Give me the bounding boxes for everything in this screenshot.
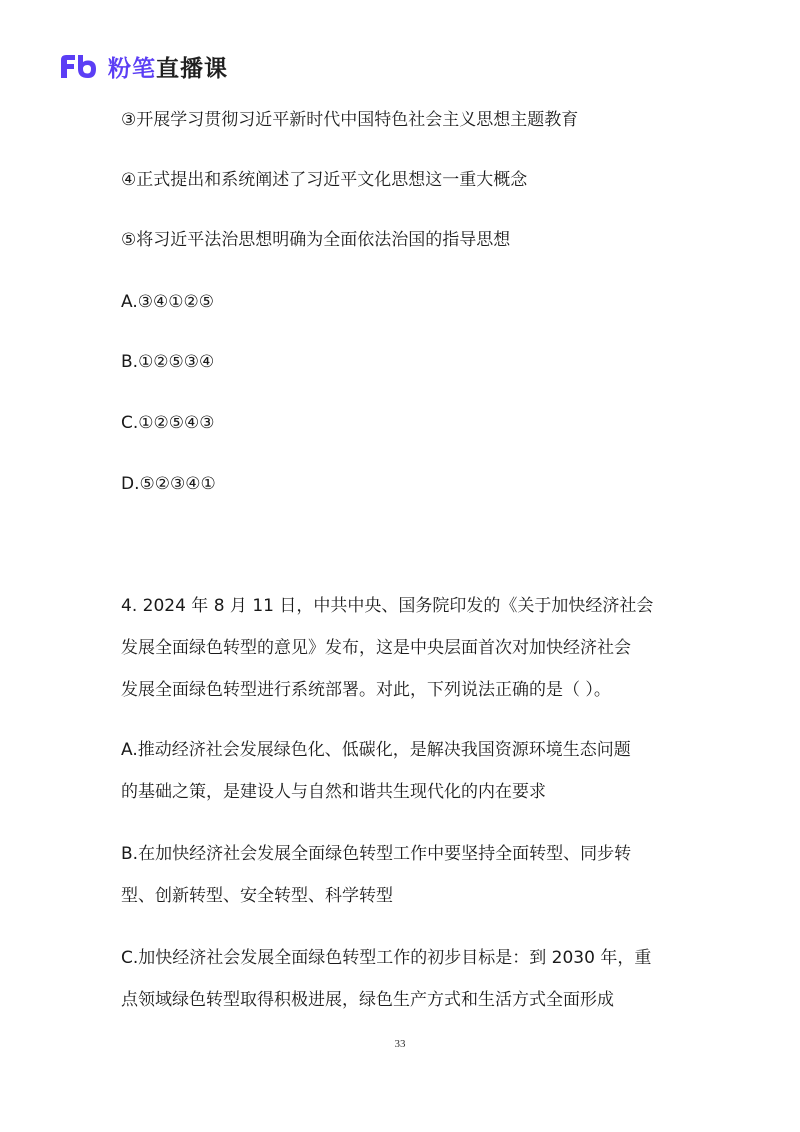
brand-accent-text: 粉笔 — [108, 55, 156, 82]
question-stem-line: 发展全面绿色转型的意见》发布，这是中央层面首次对加快经济社会 — [121, 638, 631, 658]
brand-name — [108, 50, 228, 83]
statement-item: ③开展学习贯彻习近平新时代中国特色社会主义思想主题教育 — [121, 110, 579, 130]
statement-item: ④正式提出和系统阐述了习近平文化思想这一重大概念 — [121, 170, 528, 190]
fb-logo-icon — [58, 52, 100, 80]
brand-header — [58, 50, 228, 82]
option-c-line: C.加快经济社会发展全面绿色转型工作的初步目标是：到 2030 年，重 — [121, 948, 652, 968]
option-a-line: 的基础之策，是建设人与自然和谐共生现代化的内在要求 — [121, 782, 546, 802]
option-b-line: 型、创新转型、安全转型、科学转型 — [121, 886, 393, 906]
option-c-line: 点领域绿色转型取得积极进展，绿色生产方式和生活方式全面形成 — [121, 990, 614, 1010]
question-stem-line: 4. 2024 年 8 月 11 日，中共中央、国务院印发的《关于加快经济社会 — [121, 596, 654, 616]
answer-option-a: A.③④①②⑤ — [121, 292, 214, 312]
question-stem-line: 发展全面绿色转型进行系统部署。对此，下列说法正确的是（ ）。 — [121, 680, 611, 700]
option-a-line: A.推动经济社会发展绿色化、低碳化，是解决我国资源环境生态问题 — [121, 740, 631, 760]
brand-rest-text: 直播课 — [156, 55, 228, 82]
answer-option-d: D.⑤②③④① — [121, 474, 216, 494]
answer-option-b: B.①②⑤③④ — [121, 352, 215, 372]
statement-item: ⑤将习近平法治思想明确为全面依法治国的指导思想 — [121, 230, 511, 250]
page-number: 33 — [394, 1038, 406, 1050]
option-b-line: B.在加快经济社会发展全面绿色转型工作中要坚持全面转型、同步转 — [121, 844, 632, 864]
answer-option-c: C.①②⑤④③ — [121, 413, 215, 433]
